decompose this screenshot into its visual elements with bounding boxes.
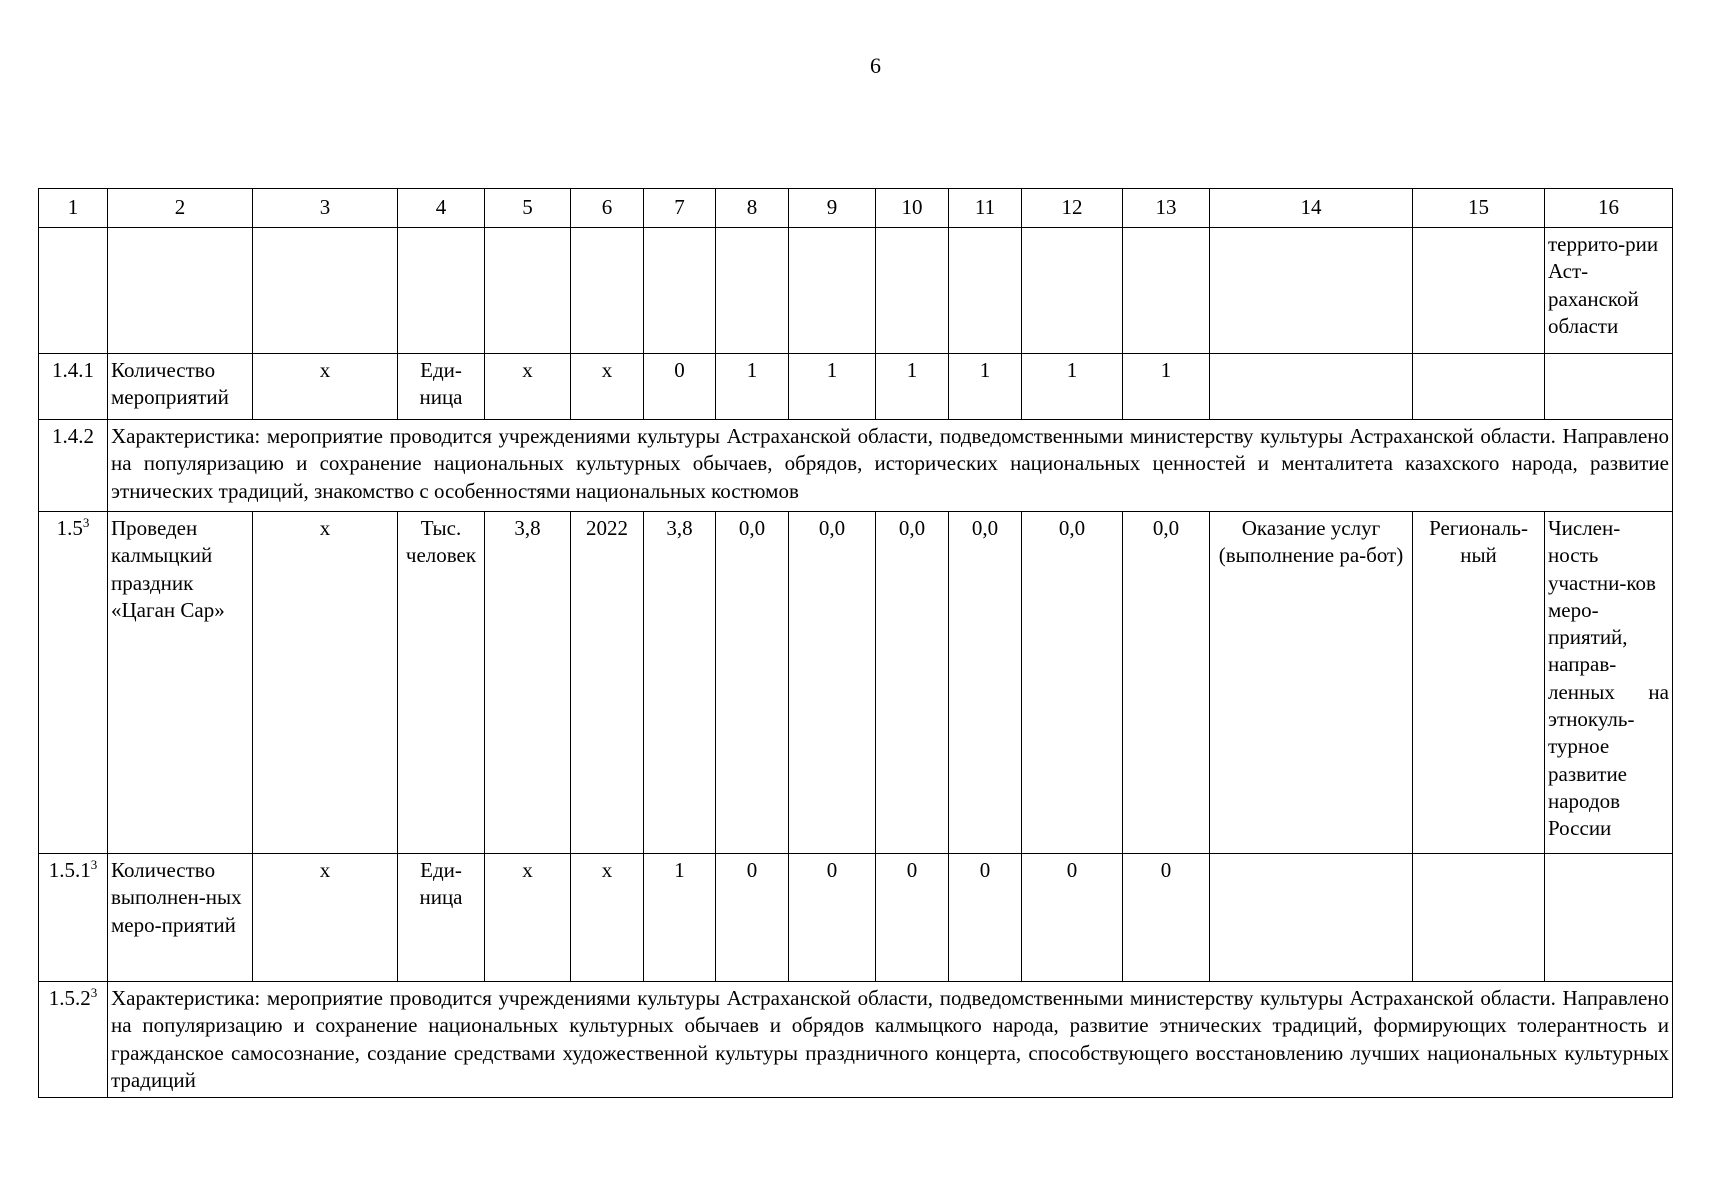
cell: 1 (1123, 354, 1210, 420)
col-header-5: 5 (485, 189, 571, 228)
cell: 1 (949, 354, 1022, 420)
cell (1413, 854, 1545, 982)
table-row-1-5-1 (39, 854, 1673, 982)
cell: 0 (876, 854, 949, 982)
cell: х (485, 854, 571, 982)
cell (571, 228, 644, 354)
indicators-table (38, 188, 1673, 1098)
cell: 0 (644, 354, 716, 420)
cell: 3,8 (644, 512, 716, 854)
unit-cell: Тыс. человек (398, 512, 485, 854)
col-header-10: 10 (876, 189, 949, 228)
cell (485, 228, 571, 354)
cell: 0,0 (716, 512, 789, 854)
cell: 0 (1022, 854, 1123, 982)
service-type-cell: Оказание услуг (выполнение ра-бот) (1210, 512, 1413, 854)
cell: х (485, 354, 571, 420)
cell: 2022 (571, 512, 644, 854)
cell: х (253, 854, 398, 982)
col-header-15: 15 (1413, 189, 1545, 228)
unit-cell: Еди-ница (398, 854, 485, 982)
col-header-13: 13 (1123, 189, 1210, 228)
indicator-name: Количество выполнен-ных меро-приятий (108, 854, 253, 982)
indicator-name: Количество мероприятий (108, 354, 253, 420)
cell (253, 228, 398, 354)
cell (398, 228, 485, 354)
cell (1210, 354, 1413, 420)
col-header-6: 6 (571, 189, 644, 228)
cell: 1 (876, 354, 949, 420)
table-row-1-5 (39, 512, 1673, 854)
table-row-1-5-2 (39, 982, 1673, 1098)
continued-text-cell: террито-рии Аст-раханской области (1545, 228, 1673, 354)
cell (644, 228, 716, 354)
characteristic-text: Характеристика: мероприятие проводится учреждениями культуры Астраханской области, подведомственными министерству культуры Астраханской области. Направлено на популяризацию и сохранение национальных культурных обычаев, обрядов, исторических национальных ценностей и менталитета казахского народа, развитие этнических традиций, знакомство с особенностями национальных костюмов (108, 420, 1673, 512)
cell: х (253, 354, 398, 420)
cell: х (253, 512, 398, 854)
footnote-mark: 3 (82, 515, 90, 530)
row-number (39, 982, 108, 1098)
cell: 0 (716, 854, 789, 982)
footnote-mark: 3 (90, 985, 98, 1000)
cell: х (571, 354, 644, 420)
column-numbers-row (39, 189, 1673, 228)
continuation-row (39, 228, 1673, 354)
cell: 3,8 (485, 512, 571, 854)
page-number: 6 (870, 53, 881, 78)
col-header-9: 9 (789, 189, 876, 228)
level-cell: Региональ-ный (1413, 512, 1545, 854)
col-header-7: 7 (644, 189, 716, 228)
cell (1022, 228, 1123, 354)
row-number: 1.4.2 (39, 420, 108, 512)
cell (108, 228, 253, 354)
cell (1413, 228, 1545, 354)
cell: 1 (1022, 354, 1123, 420)
row-number (39, 512, 108, 854)
cell (876, 228, 949, 354)
col-header-4: 4 (398, 189, 485, 228)
col-header-14: 14 (1210, 189, 1413, 228)
row-number-text: 1.5.1 (48, 858, 91, 882)
cell (716, 228, 789, 354)
result-link-cell: Числен-ность участни-ков меро-приятий, направ-ленных на этнокуль-турное развитие народов России (1545, 512, 1673, 854)
cell: 0,0 (789, 512, 876, 854)
cell (949, 228, 1022, 354)
indicator-name: Проведен калмыцкий праздник «Цаган Сар» (108, 512, 253, 854)
col-header-12: 12 (1022, 189, 1123, 228)
characteristic-text: Характеристика: мероприятие проводится учреждениями культуры Астраханской области, подведомственными министерству культуры Астраханской области. Направлено на популяризацию и сохранение национальных культурных обычаев и обрядов калмыцкого народа, развитие этнических традиций, формирующих толерантность и гражданское самосознание, создание средствами художественной культуры праздничного концерта, способствующего восстановлению лучших национальных культурных традиций (108, 982, 1673, 1098)
cell: 1 (789, 354, 876, 420)
cell (1123, 228, 1210, 354)
col-header-8: 8 (716, 189, 789, 228)
row-number-text: 1.5 (56, 516, 83, 540)
cell (1413, 354, 1545, 420)
cell (1545, 854, 1673, 982)
col-header-16: 16 (1545, 189, 1673, 228)
cell: 0,0 (876, 512, 949, 854)
col-header-2: 2 (108, 189, 253, 228)
cell: 0,0 (1123, 512, 1210, 854)
col-header-1: 1 (39, 189, 108, 228)
cell: 1 (644, 854, 716, 982)
unit-cell: Еди-ница (398, 354, 485, 420)
cell: 0 (949, 854, 1022, 982)
cell (789, 228, 876, 354)
col-header-11: 11 (949, 189, 1022, 228)
table-row-1-4-2 (39, 420, 1673, 512)
row-number (39, 854, 108, 982)
cell: 0,0 (949, 512, 1022, 854)
cell (1210, 854, 1413, 982)
cell (1210, 228, 1413, 354)
table-row-1-4-1 (39, 354, 1673, 420)
cell: 1 (716, 354, 789, 420)
col-header-3: 3 (253, 189, 398, 228)
cell: 0 (789, 854, 876, 982)
footnote-mark: 3 (90, 857, 98, 872)
cell (1545, 354, 1673, 420)
cell (39, 228, 108, 354)
row-number-text: 1.5.2 (48, 986, 91, 1010)
cell: 0,0 (1022, 512, 1123, 854)
row-number: 1.4.1 (39, 354, 108, 420)
cell: х (571, 854, 644, 982)
cell: 0 (1123, 854, 1210, 982)
